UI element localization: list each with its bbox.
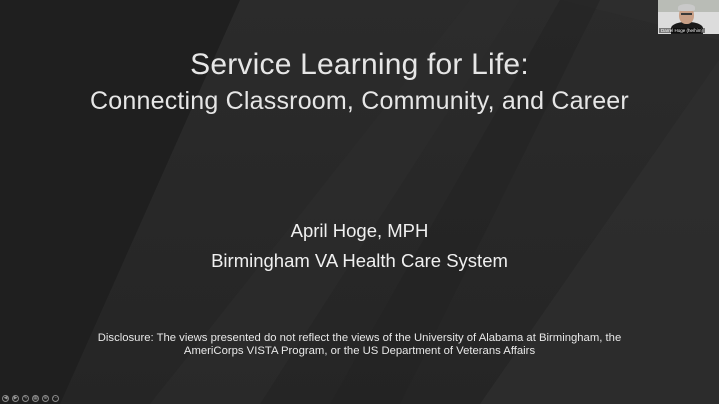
zoom-icon[interactable]: ⊕ [43, 395, 48, 401]
disclosure-line-2: AmeriCorps VISTA Program, or the US Department of Veterans Affairs [183, 345, 536, 357]
next-slide-icon[interactable]: ▶ [13, 395, 18, 401]
participant-glasses [681, 13, 692, 15]
participant-hair [678, 4, 695, 11]
presenter-name: April Hoge, MPH [290, 220, 429, 241]
presenter-organization: Birmingham VA Health Care System [211, 250, 508, 271]
slide-subtitle: Connecting Classroom, Community, and Career [90, 87, 629, 115]
slides-grid-icon[interactable]: ▦ [33, 395, 38, 401]
participant-name-label: Darrel Hoge (he/him) [661, 28, 704, 33]
more-options-icon[interactable]: ⋯ [53, 395, 58, 401]
slideshow-toolbar [2, 395, 59, 403]
pen-icon[interactable]: ✎ [23, 395, 28, 401]
slide-title: Service Learning for Life: [190, 48, 529, 81]
previous-slide-icon[interactable]: ◀ [3, 395, 8, 401]
disclosure-text [0, 332, 719, 358]
webcam-thumbnail[interactable] [658, 0, 719, 34]
disclosure-line-1: Disclosure: The views presented do not reflect the views of the University of Alabama at Birmingham, the [97, 332, 622, 344]
